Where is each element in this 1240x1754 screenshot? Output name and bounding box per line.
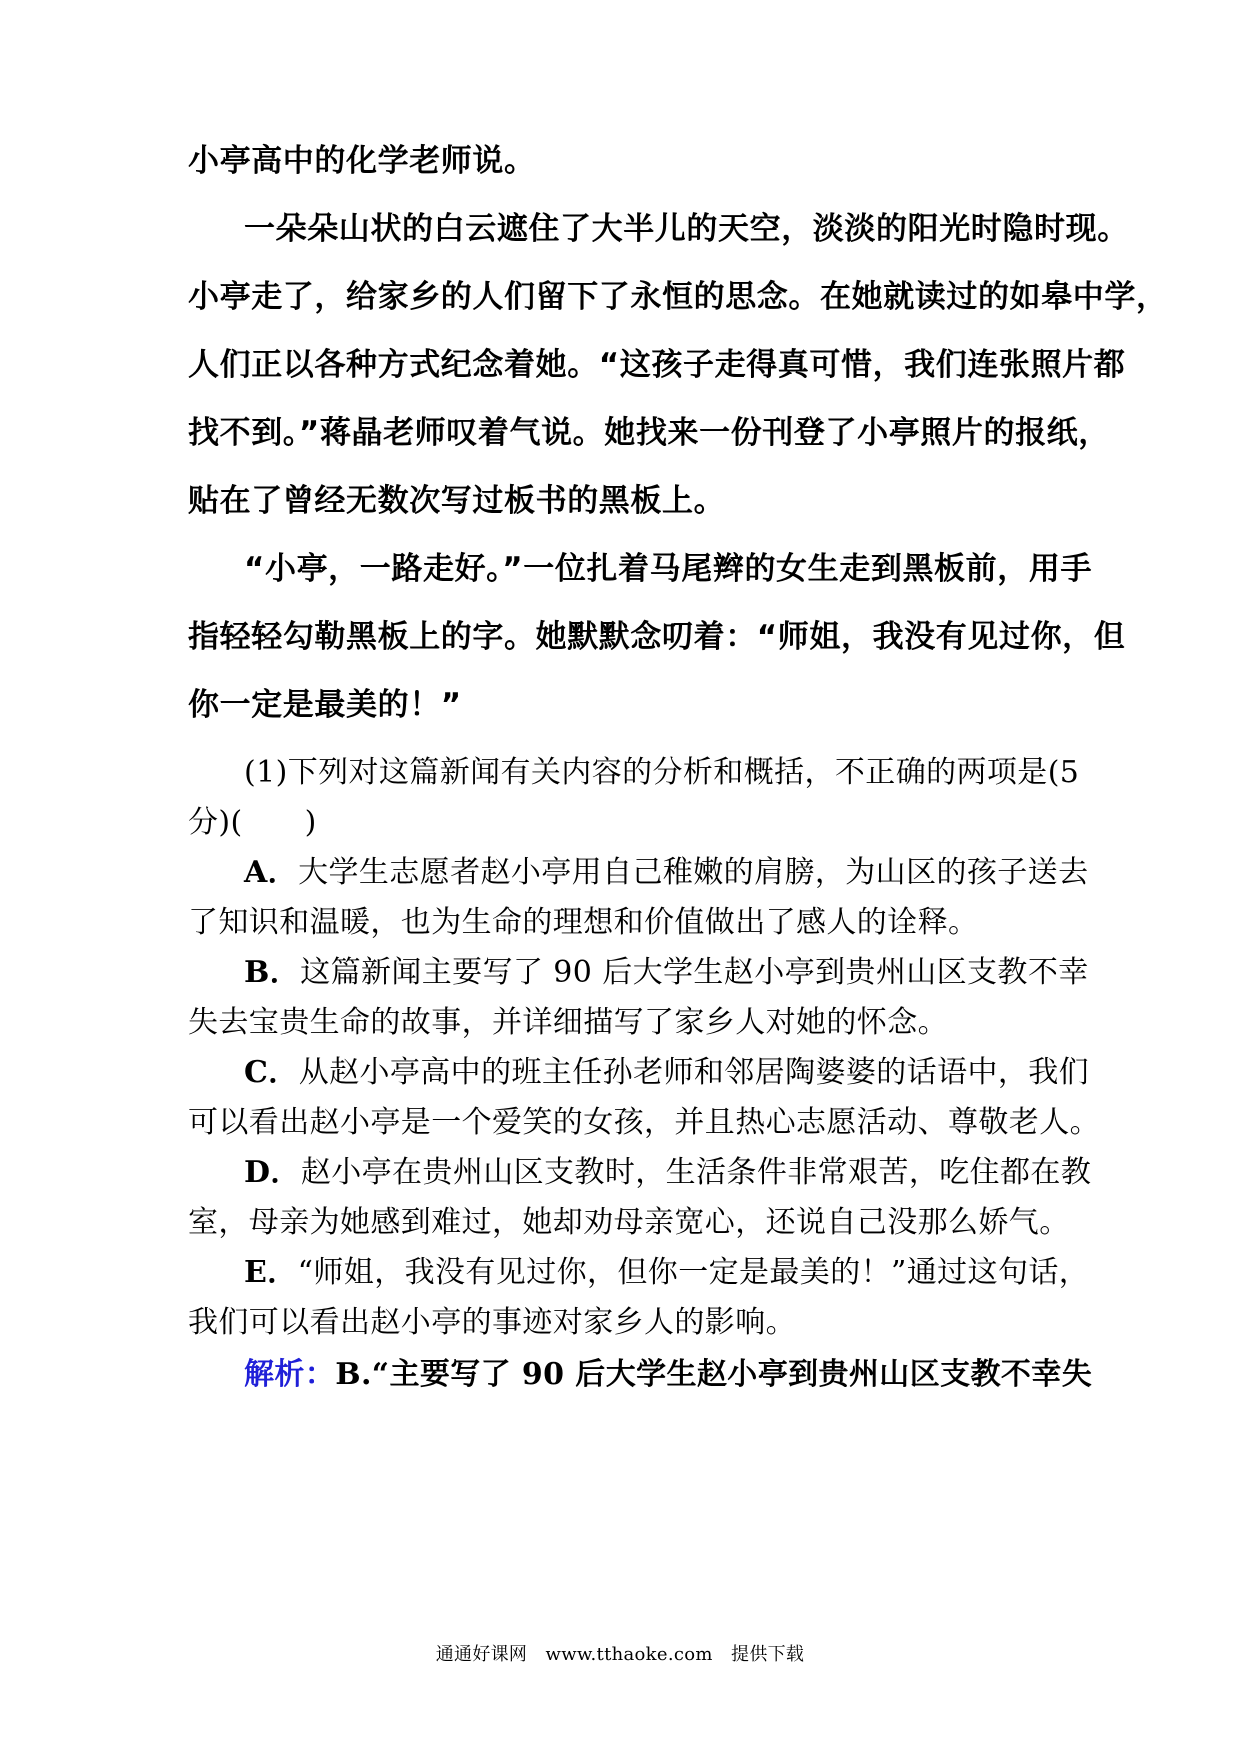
option-d-line-1 — [244, 1155, 1092, 1190]
option-c-text-1: 从赵小亭高中的班主任孙老师和邻居陶婆婆的话语中，我们 — [298, 1055, 1090, 1090]
option-a-label: A． — [244, 855, 299, 890]
option-a-line-1 — [244, 855, 1089, 890]
option-c-line-1 — [244, 1055, 1090, 1090]
narrative-line-5: 找不到。”蒋晶老师叹着气说。她找来一份刊登了小亭照片的报纸， — [188, 415, 1110, 451]
question-stem-start: 分)( — [188, 805, 243, 840]
option-e-line-2: 我们可以看出赵小亭的事迹对家乡人的影响。 — [188, 1305, 796, 1340]
question-stem-end: ) — [304, 805, 317, 840]
option-d-line-2: 室，母亲为她感到难过，她却劝母亲宽心，还说自己没那么娇气。 — [188, 1205, 1070, 1240]
analysis-line — [244, 1357, 1093, 1392]
option-d-label: D． — [244, 1155, 301, 1190]
option-e-label: E． — [244, 1255, 298, 1290]
narrative-line-9: 你一定是最美的！” — [188, 687, 462, 723]
question-stem-line-1 — [244, 755, 1080, 790]
option-b-line-1 — [244, 955, 1089, 990]
page-footer: 通通好课网 www.tthaoke.com 提供下载 — [435, 1644, 805, 1665]
option-b-line-2: 失去宝贵生命的故事，并详细描写了家乡人对她的怀念。 — [188, 1005, 948, 1040]
narrative-line-8: 指轻轻勾勒黑板上的字。她默默念叨着：“师姐，我没有见过你，但 — [188, 619, 1126, 655]
option-e-line-1 — [244, 1255, 1090, 1290]
option-a-text-1: 大学生志愿者赵小亭用自己稚嫩的肩膀，为山区的孩子送去 — [298, 855, 1089, 890]
option-b-text-1: 这篇新闻主要写了 90 后大学生赵小亭到贵州山区支教不幸 — [300, 955, 1089, 990]
narrative-line-4: 人们正以各种方式纪念着她。“这孩子走得真可惜，我们连张照片都 — [188, 347, 1126, 383]
option-c-line-2: 可以看出赵小亭是一个爱笑的女孩，并且热心志愿活动、尊敬老人。 — [188, 1105, 1100, 1140]
narrative-line-6: 贴在了曾经无数次写过板书的黑板上。 — [188, 483, 726, 519]
question-stem-line-2 — [188, 805, 317, 840]
option-a-line-2: 了知识和温暖，也为生命的理想和价值做出了感人的诠释。 — [188, 905, 979, 940]
option-b-label: B． — [244, 955, 301, 990]
narrative-line-7: “小亭，一路走好。”一位扎着马尾辫的女生走到黑板前，用手 — [244, 551, 1093, 587]
option-c-label: C． — [244, 1055, 299, 1090]
question-stem-text: (1)下列对这篇新闻有关内容的分析和概括，不正确的两项是(5 — [244, 755, 1080, 790]
narrative-line-3: 小亭走了，给家乡的人们留下了永恒的思念。在她就读过的如皋中学， — [188, 279, 1168, 315]
analysis-text: B.“主要写了 90 后大学生赵小亭到贵州山区支教不幸失 — [335, 1357, 1093, 1392]
analysis-label: 解析： — [244, 1357, 336, 1392]
narrative-line-2: 一朵朵山状的白云遮住了大半儿的天空，淡淡的阳光时隐时现。 — [244, 211, 1129, 247]
option-d-text-1: 赵小亭在贵州山区支教时，生活条件非常艰苦，吃住都在教 — [300, 1155, 1092, 1190]
narrative-line-1: 小亭高中的化学老师说。 — [188, 143, 536, 179]
option-e-text-1: “师姐，我没有见过你，但你一定是最美的！”通过这句话， — [297, 1255, 1090, 1290]
